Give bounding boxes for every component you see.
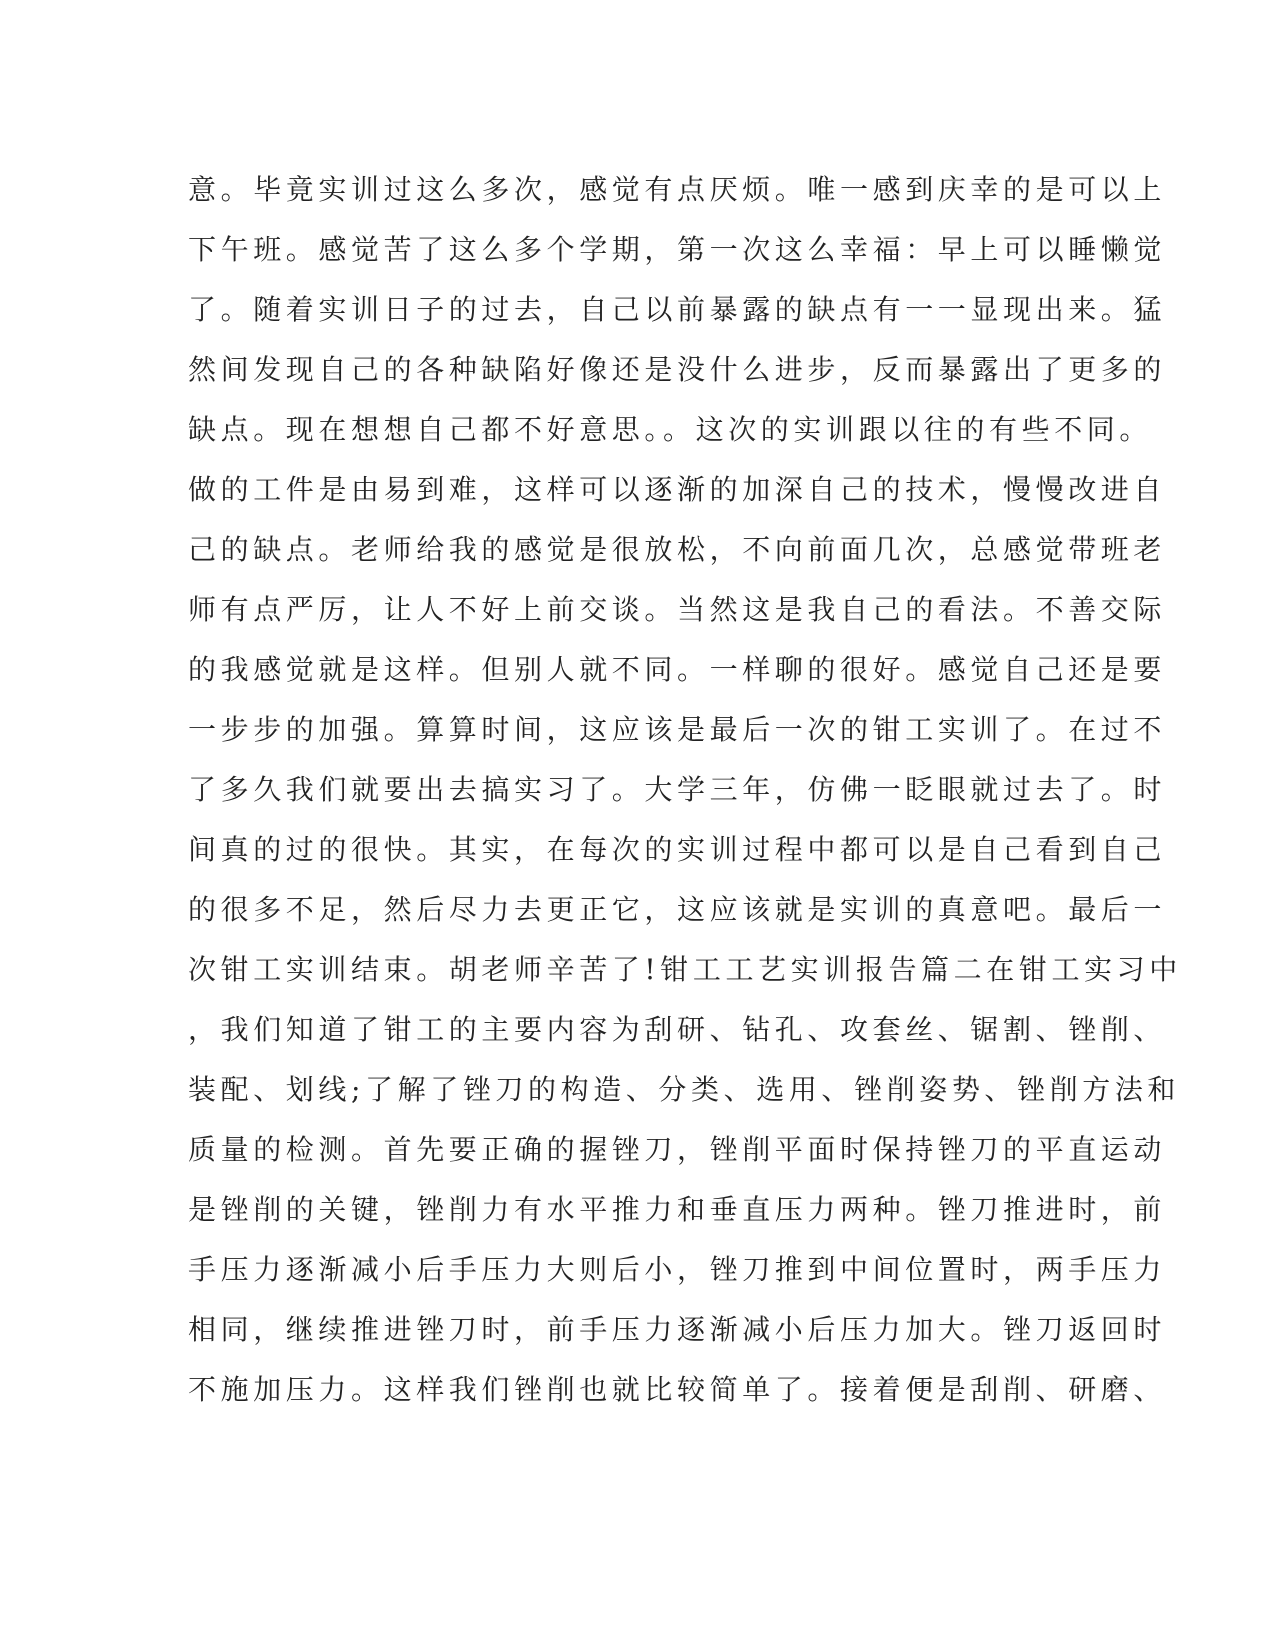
text-line: 间真的过的很快。其实，在每次的实训过程中都可以是自己看到自己 [188, 833, 1167, 866]
text-line: ，我们知道了钳工的主要内容为刮研、钻孔、攻套丝、锯割、锉削、 [188, 1013, 1167, 1046]
text-line: 缺点。现在想想自己都不好意思。。这次的实训跟以往的有些不同。 [188, 413, 1153, 446]
text-line: 一步步的加强。算算时间，这应该是最后一次的钳工实训了。在过不 [188, 713, 1167, 746]
text-line: 次钳工实训结束。胡老师辛苦了!钳工工艺实训报告篇二在钳工实习中 [188, 953, 1182, 986]
text-line: 的很多不足，然后尽力去更正它，这应该就是实训的真意吧。最后一 [188, 893, 1167, 926]
text-line: 意。毕竟实训过这么多次，感觉有点厌烦。唯一感到庆幸的是可以上 [188, 173, 1167, 206]
text-line: 然间发现自己的各种缺陷好像还是没什么进步，反而暴露出了更多的 [188, 353, 1167, 386]
text-line: 是锉削的关键，锉削力有水平推力和垂直压力两种。锉刀推进时，前 [188, 1193, 1167, 1226]
text-line: 质量的检测。首先要正确的握锉刀，锉削平面时保持锉刀的平直运动 [188, 1133, 1167, 1166]
text-line: 己的缺点。老师给我的感觉是很放松，不向前面几次，总感觉带班老 [188, 533, 1167, 566]
text-line: 了。随着实训日子的过去，自己以前暴露的缺点有一一显现出来。猛 [188, 293, 1167, 326]
text-line: 的我感觉就是这样。但别人就不同。一样聊的很好。感觉自己还是要 [188, 653, 1167, 686]
text-line: 做的工件是由易到难，这样可以逐渐的加深自己的技术，慢慢改进自 [188, 473, 1167, 506]
text-line: 装配、划线;了解了锉刀的构造、分类、选用、锉削姿势、锉削方法和 [188, 1073, 1181, 1106]
text-line: 师有点严厉，让人不好上前交谈。当然这是我自己的看法。不善交际 [188, 593, 1167, 626]
text-line: 手压力逐渐减小后手压力大则后小，锉刀推到中间位置时，两手压力 [188, 1253, 1167, 1286]
text-line: 相同，继续推进锉刀时，前手压力逐渐减小后压力加大。锉刀返回时 [188, 1313, 1167, 1346]
text-line: 下午班。感觉苦了这么多个学期，第一次这么幸福：早上可以睡懒觉 [188, 233, 1167, 266]
text-line: 不施加压力。这样我们锉削也就比较简单了。接着便是刮削、研磨、 [188, 1373, 1167, 1406]
text-line: 了多久我们就要出去搞实习了。大学三年，仿佛一眨眼就过去了。时 [188, 773, 1167, 806]
body-text [188, 160, 1182, 1420]
